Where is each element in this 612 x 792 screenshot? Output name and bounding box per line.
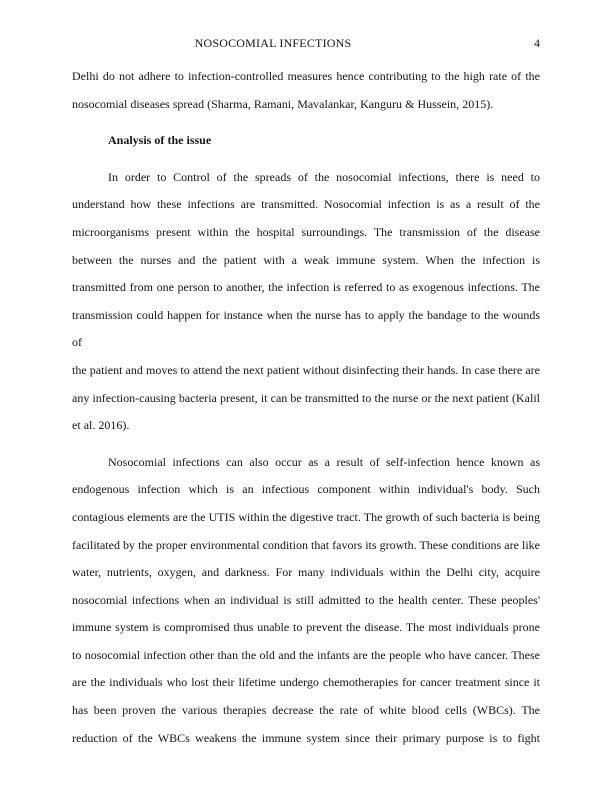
text-line: transmission could happen for instance when the nurse has to apply the bandage to the wounds of <box>72 307 540 350</box>
text-line: Nosocomial infections can also occur as a result of self-infection hence known as <box>108 454 540 469</box>
text-line: has been proven the various therapies decrease the rate of white blood cells (WBCs). The <box>72 703 540 718</box>
section-heading <box>72 127 540 155</box>
text-line: to nosocomial infection other than the old and the infants are the people who have cancer. These <box>72 647 540 662</box>
text-line: any infection-causing bacteria present, it can be transmitted to the nurse or the next patient (Kalil <box>72 390 540 405</box>
text-line: facilitated by the proper environmental condition that favors its growth. These conditions are like <box>72 537 540 552</box>
text-line: Delhi do not adhere to infection-controlled measures hence contributing to the high rate of the <box>72 69 540 83</box>
document-body <box>72 63 540 752</box>
text-line: water, nutrients, oxygen, and darkness. For many individuals within the Delhi city, acquire <box>72 565 540 580</box>
text-line: In order to Control of the spreads of the nosocomial infections, there is need to <box>108 169 540 184</box>
text-line: between the nurses and the patient with a weak immune system. When the infection is <box>72 252 540 267</box>
running-head: NOSOCOMIAL INFECTIONS <box>194 36 352 50</box>
text-line: the patient and moves to attend the next patient without disinfecting their hands. In case there are <box>72 362 540 377</box>
text-line: nosocomial infections when an individual is still admitted to the health center. These peoples' <box>72 592 540 607</box>
page-number: 4 <box>534 36 540 50</box>
text-line: contagious elements are the UTIS within the digestive tract. The growth of such bacteria is being <box>72 509 540 524</box>
text-line: microorganisms present within the hospital surroundings. The transmission of the disease <box>72 224 540 239</box>
paragraph <box>72 164 540 440</box>
text-line: et al. 2016). <box>72 418 130 433</box>
paragraph <box>72 449 540 753</box>
text-line: Analysis of the issue <box>108 133 212 148</box>
text-line: reduction of the WBCs weakens the immune system since their primary purpose is to fight <box>72 730 540 745</box>
text-line: are the individuals who lost their lifetime undergo chemotherapies for cancer treatment since it <box>72 675 540 690</box>
text-line: transmitted from one person to another, the infection is referred to as exogenous infections. The <box>72 280 540 295</box>
text-line: understand how these infections are transmitted. Nosocomial infection is as a result of the <box>72 197 540 212</box>
text-line: nosocomial diseases spread (Sharma, Ramani, Mavalankar, Kanguru & Hussein, 2015). <box>72 96 494 111</box>
text-line: endogenous infection which is an infectious component within individual's body. Such <box>72 482 540 497</box>
page-header <box>72 36 540 50</box>
paragraph <box>72 63 540 118</box>
text-line: immune system is compromised thus unable to prevent the disease. The most individuals prone <box>72 620 540 635</box>
